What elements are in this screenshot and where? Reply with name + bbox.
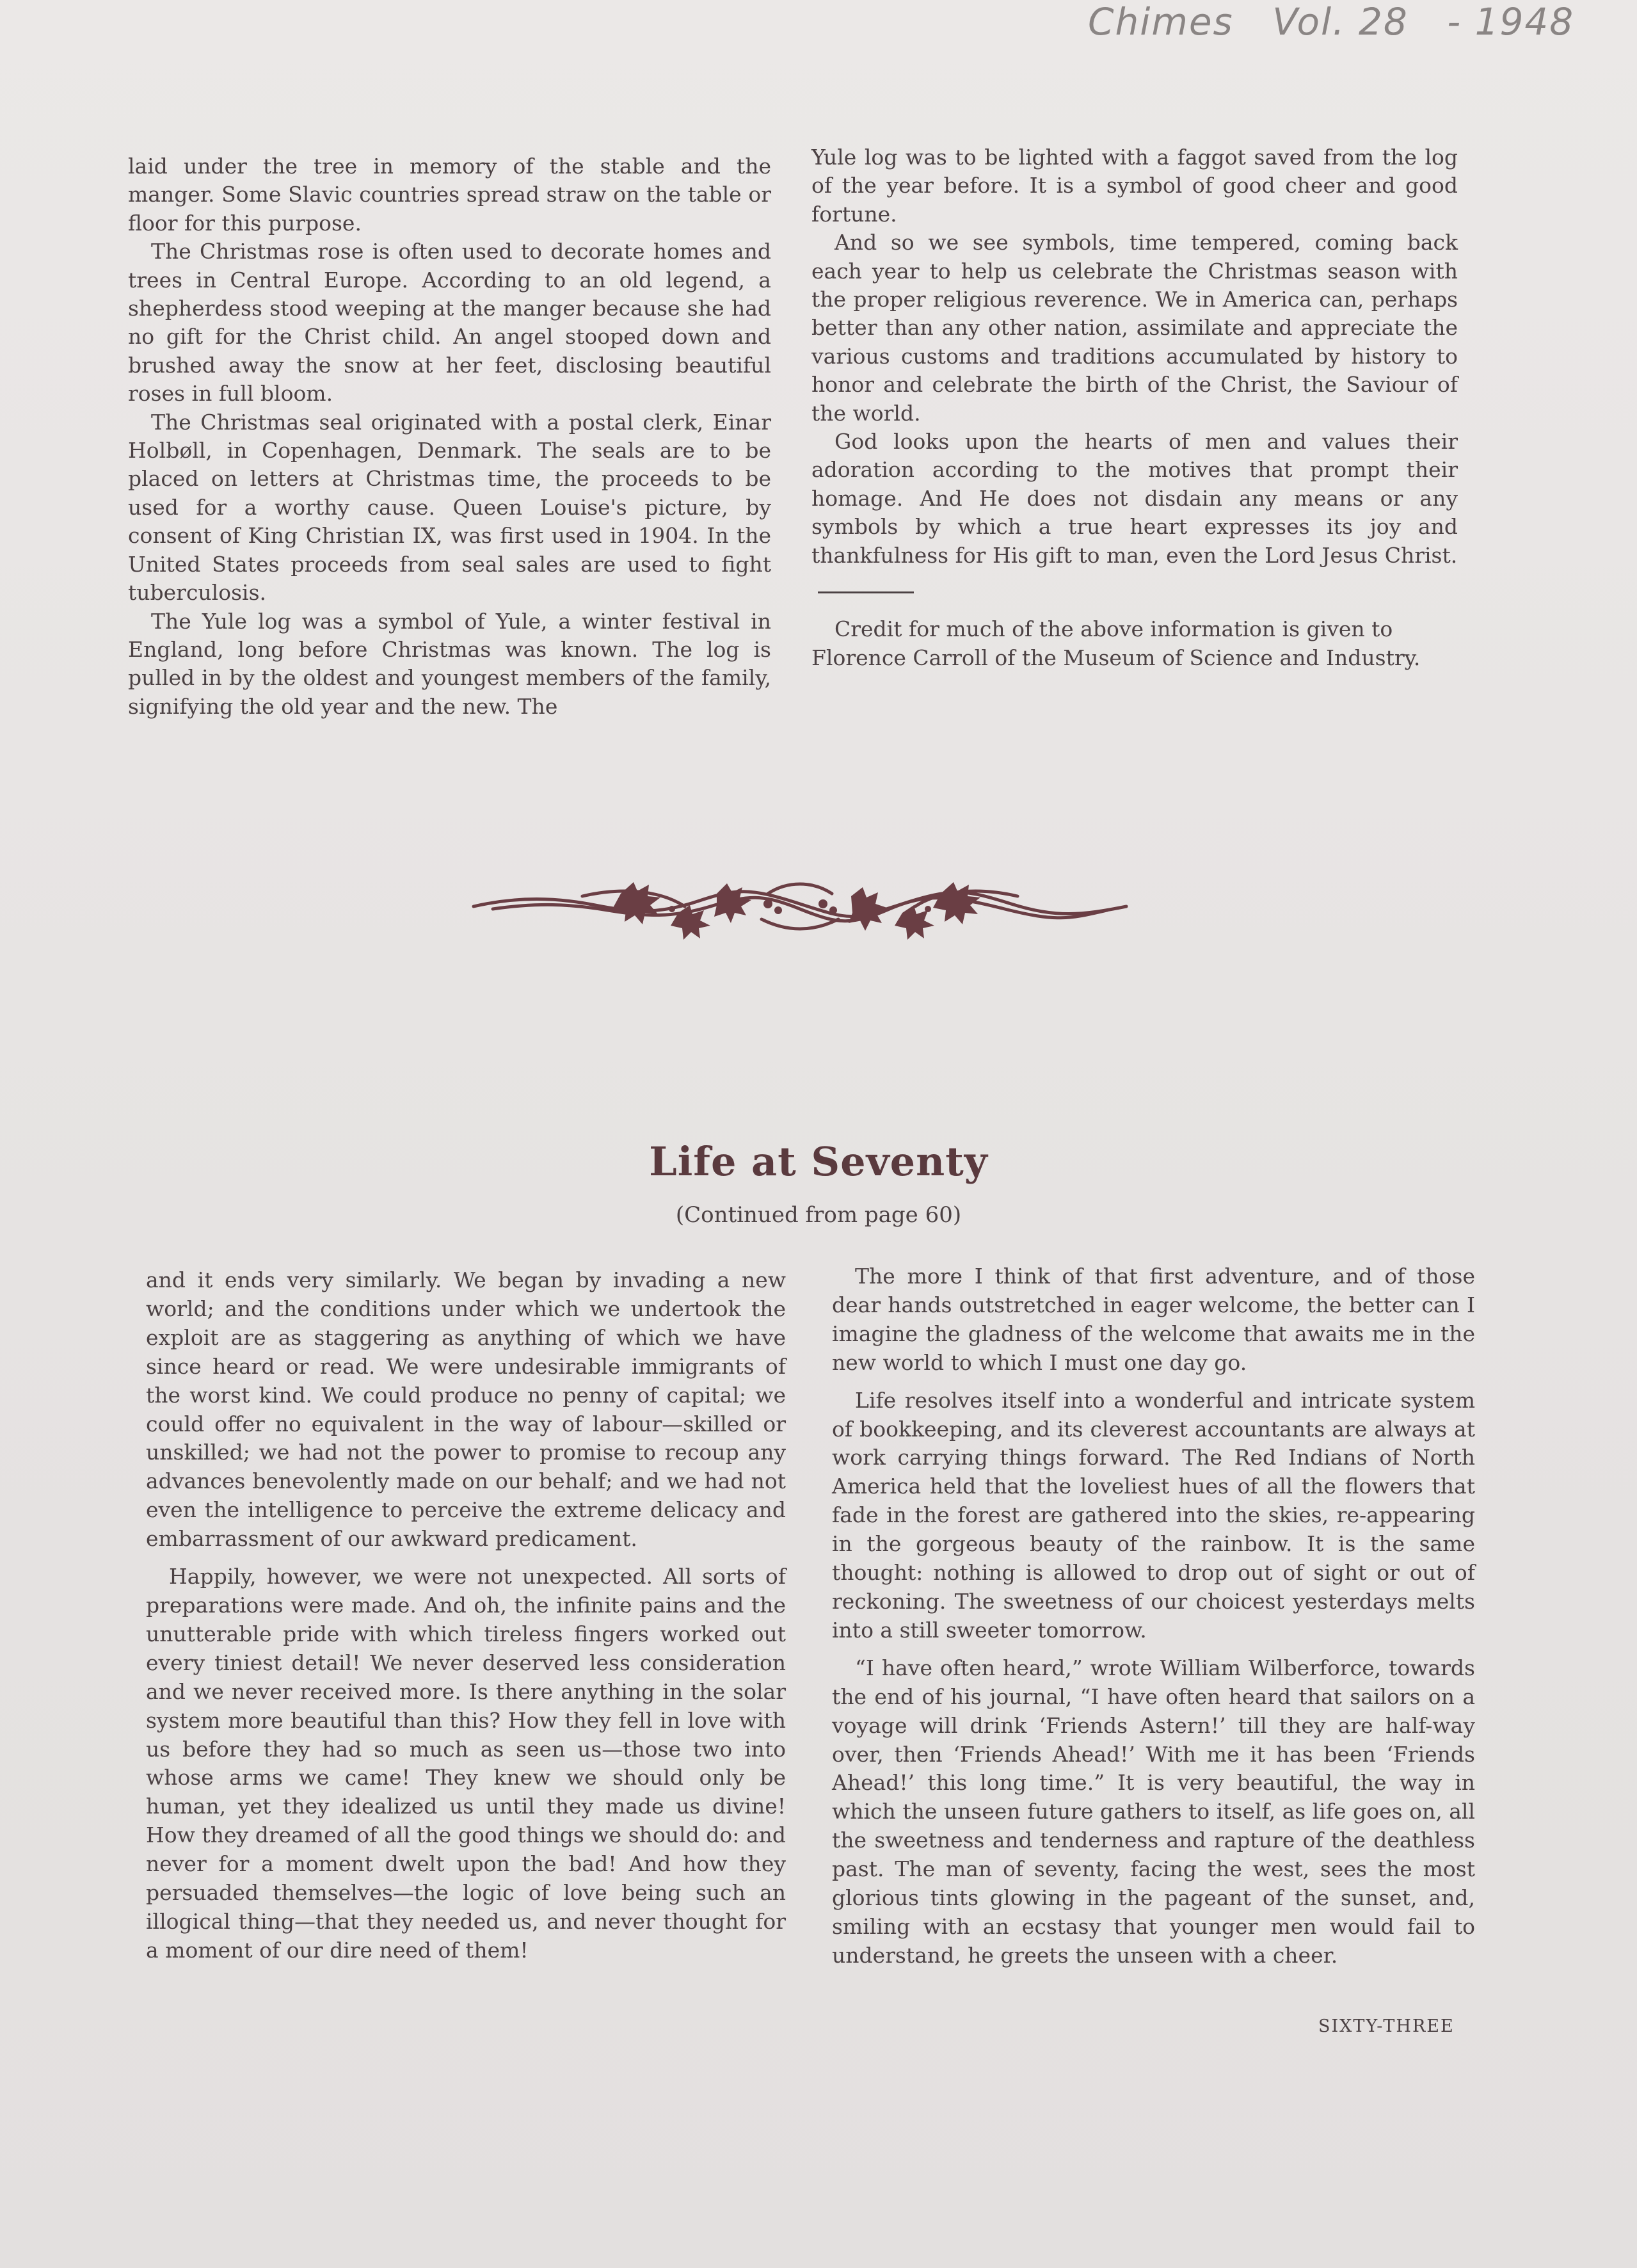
paragraph: Yule log was to be lighted with a faggot saved from the log of the year before. It is a symbol of good cheer and good fortune. [811,145,1458,227]
handwritten-note-part: Chimes [1088,0,1234,44]
top-right-column [811,143,1458,672]
paragraph: and it ends very similarly. We began by invading a new world; and the conditions under which we undertook the exploit are as staggering as anything of which we have since heard or read. We were undesirable immigrants of the worst kind. We could produce no penny of capital; we could offer no equivalent in the way of labour—skilled or unskilled; we had not the power to promise to recoup any advances benevolently made on our behalf; and we had not even the intelligence to perceive the extreme delicacy and embarrassment of our awkward predicament. [146,1267,786,1552]
paragraph: Life resolves itself into a wonderful and intricate system of bookkeeping, and its cleverest accountants are always at work carrying things forward. The Red Indians of North America held that the loveliest hues of all the flowers that fade in the forest are gathered into the skies, re-appearing in the gorgeous beauty of the rainbow. It is the same thought: nothing is allowed to drop out of sight or out of reckoning. The sweetness of our choicest yesterdays melts into a still sweeter tomorrow. [832,1387,1475,1643]
short-divider [818,591,914,593]
paragraph: The more I think of that first adventure, and of those dear hands outstretched in eager welcome, the better can I imagine the gladness of the welcome that awaits me in the new world to which I must one day go. [832,1264,1475,1375]
holly-ornament-divider [467,868,1133,945]
paragraph: The Yule log was a symbol of Yule, a winter festival in England, long before Christmas was known. The log is pulled in by the oldest and youngest members of the family, signifying the old year and the new. The [128,608,771,719]
article-subtitle: (Continued from page 60) [675,1202,962,1228]
paragraph: “I have often heard,” wrote William Wilberforce, towards the end of his journal, “I have often heard that sailors on a voyage will drink ‘Friends Astern!’ till they are half-way over, then ‘Friends Ahead!’ With me it has been ‘Friends Ahead!’ this long time.” It is very beautiful, the way in which the unseen future gathers to itself, as life goes on, all the sweetness and tenderness and rapture of the deathless past. The man of seventy, facing the west, sees the most glorious tints glowing in the pageant of the sunset, and, smiling with an ecstasy that younger men would fail to understand, he greets the unseen with a cheer. [832,1655,1475,1968]
paragraph: The Christmas seal originated with a postal clerk, Einar Holbøll, in Copenhagen, Denmark. The seals are to be placed on letters at Christmas time, the proceeds to be used for a worthy cause. Queen Louise's picture, by consent of King Christian IX, was first used in 1904. In the United States proceeds from seal sales are used to fight tuberculosis. [128,409,771,606]
page-number: SIXTY-THREE [1318,2016,1455,2036]
paragraph: God looks upon the hearts of men and values their adoration according to the motives that prompt their homage. And He does not disdain any means or any symbols by which a true heart expresses its joy and thankfulness for His gift to man, even the Lord Jesus Christ. [811,429,1458,568]
top-left-column [128,152,771,721]
handwritten-note [1088,0,1600,44]
article-right-column [832,1262,1475,1970]
paragraph: The Christmas rose is often used to decorate homes and trees in Central Europe. According to an old legend, a shepherdess stood weeping at the manger because she had no gift for the Christ child. An angel stooped down and brushed away the snow at her feet, disclosing beautiful roses in full bloom. [128,239,771,406]
handwritten-note-part: - 1948 [1447,0,1575,44]
paragraph: And so we see symbols, time tempered, coming back each year to help us celebrate the Christmas season with the proper religious reverence. We in America can, perhaps better than any other nation, assimilate and appreciate the various customs and traditions accumulated by history to honor and celebrate the birth of the Christ, the Saviour of the world. [811,230,1458,426]
article-title: Life at Seventy [649,1138,988,1185]
paragraph: laid under the tree in memory of the stable and the manger. Some Slavic countries spread straw on the table or floor for this purpose. [128,154,771,236]
article-left-column [146,1266,786,1965]
paragraph: Happily, however, we were not unexpected. All sorts of preparations were made. And oh, the infinite pains and the unutterable pride with which tireless fingers worked out every tiniest detail! We never deserved less consideration and we never received more. Is there anything in the solar system more beautiful than this? How they fell in love with us before they had so much as seen us—those two into whose arms we came! They knew we should only be human, yet they idealized us until they made us divine! How they dreamed of all the good things we should do: and never for a moment dwelt upon the bad! And how they persuaded themselves—the logic of love being such an illogical thing—that they needed us, and never thought for a moment of our dire need of them! [146,1564,786,1963]
handwritten-note-part: Vol. 28 [1272,0,1409,44]
credit-note: Credit for much of the above information is given to Florence Carroll of the Museum of Science and Industry. [811,616,1421,670]
